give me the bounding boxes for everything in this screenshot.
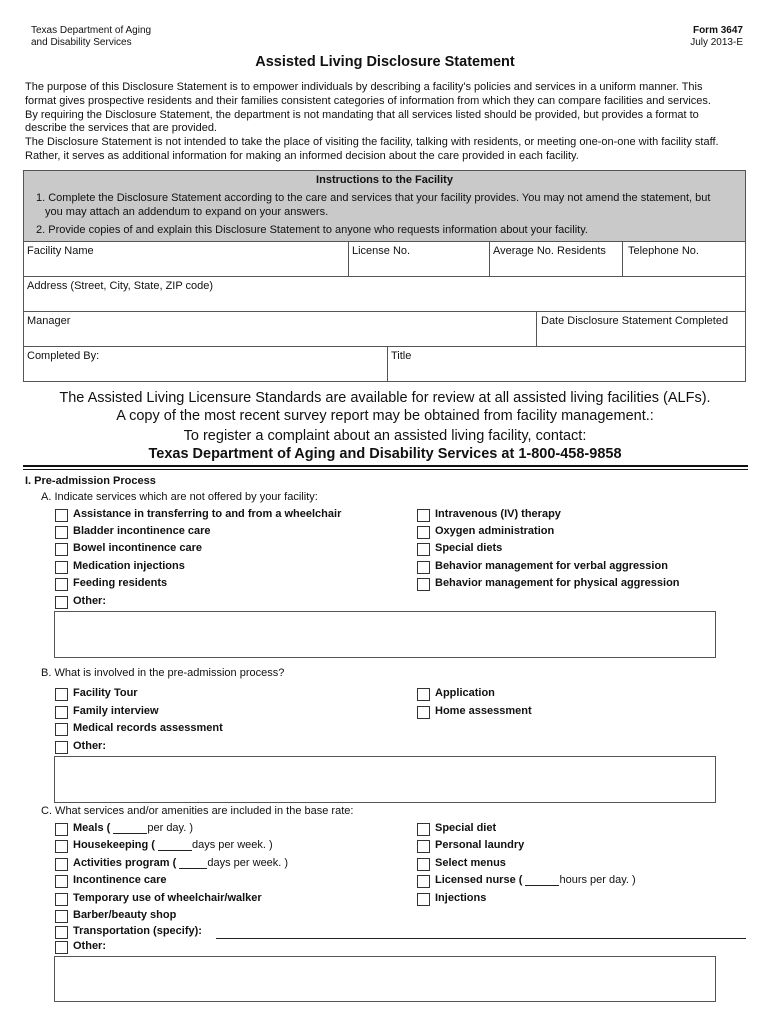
checkbox-select-menus[interactable] [417, 858, 430, 871]
checkbox-home-assessment[interactable] [417, 706, 430, 719]
label-application: Application [435, 687, 495, 699]
label-wheelchair-transfer: Assistance in transferring to and from a wheelchair [73, 508, 342, 520]
completed-by-field[interactable]: Completed By: [27, 350, 100, 362]
checkbox-feeding[interactable] [55, 578, 68, 591]
meals-per-day-input[interactable] [113, 822, 147, 834]
checkbox-special-diets[interactable] [417, 543, 430, 556]
checkbox-physical-aggression[interactable] [417, 578, 430, 591]
checkbox-wheelchair-transfer[interactable] [55, 509, 68, 522]
checkbox-facility-tour[interactable] [55, 688, 68, 701]
label-verbal-aggression: Behavior management for verbal aggression [435, 560, 668, 572]
label-wheelchair-walker: Temporary use of wheelchair/walker [73, 892, 262, 904]
checkbox-iv-therapy[interactable] [417, 509, 430, 522]
checkbox-meals[interactable] [55, 823, 68, 836]
nurse-hours-input[interactable] [525, 874, 559, 886]
checkbox-medication-injections[interactable] [55, 561, 68, 574]
checkbox-a-other[interactable] [55, 596, 68, 609]
c-other-textarea[interactable] [54, 956, 716, 1002]
complaint-contact: Texas Department of Aging and Disability Services at 1-800-458-9858 [148, 446, 622, 462]
checkbox-licensed-nurse[interactable] [417, 875, 430, 888]
license-no-field[interactable]: License No. [352, 245, 411, 257]
checkbox-personal-laundry[interactable] [417, 840, 430, 853]
label-b-other: Other: [73, 740, 106, 752]
label-incontinence-care: Incontinence care [73, 874, 167, 886]
telephone-field[interactable]: Telephone No. [628, 245, 699, 257]
checkbox-c-other[interactable] [55, 941, 68, 954]
label-meals: Meals ( per day. ) [73, 822, 194, 834]
label-oxygen: Oxygen administration [435, 525, 555, 537]
notice-line-2: A copy of the most recent survey report may be obtained from facility management.: [116, 408, 654, 424]
date-completed-field[interactable]: Date Disclosure Statement Completed [541, 315, 729, 327]
label-a-other: Other: [73, 595, 106, 607]
transportation-input[interactable] [216, 938, 746, 939]
label-c-other: Other: [73, 940, 106, 952]
question-c: C. What services and/or amenities are included in the base rate: [41, 805, 354, 817]
activities-days-input[interactable] [179, 857, 207, 869]
checkbox-bladder[interactable] [55, 526, 68, 539]
label-medication-injections: Medication injections [73, 560, 185, 572]
agency-name: Texas Department of Aging and Disability Services [31, 25, 152, 48]
checkbox-activities[interactable] [55, 858, 68, 871]
checkbox-injections[interactable] [417, 893, 430, 906]
avg-residents-field[interactable]: Average No. Residents [493, 245, 606, 257]
label-activities: Activities program ( days per week. ) [73, 857, 289, 869]
instructions-box [23, 170, 746, 242]
instruction-item-1: 1. Complete the Disclosure Statement according to the care and services that your facility provides. You may not amend the statement, but you may attach an addendum to expand on your answers. [36, 192, 711, 218]
manager-field[interactable]: Manager [27, 315, 71, 327]
checkbox-oxygen[interactable] [417, 526, 430, 539]
page-title: Assisted Living Disclosure Statement [255, 54, 515, 70]
question-b: B. What is involved in the pre-admission process? [41, 667, 285, 679]
label-family-interview: Family interview [73, 705, 159, 717]
checkbox-special-diet[interactable] [417, 823, 430, 836]
instruction-item-2: 2. Provide copies of and explain this Disclosure Statement to anyone who requests information about your facility. [36, 224, 588, 236]
title-field[interactable]: Title [391, 350, 412, 362]
intro-text: The purpose of this Disclosure Statement is to empower individuals by describing a facility's policies and services in a uniform manner. This format gives prospective residents and their families consistent categories of information from which they can compare facilities and services. By requiring the Disclosure Statement, the department is not mandating that all services listed should be provided, but provides a format to describe the services that are provided. The Disclosure Statement is not intended to take the place of visiting the facility, talking with residents, or meeting one-on-one with facility staff. Rather, it serves as additional information for making an informed decision about the care provided in each facility. [25, 81, 719, 162]
label-special-diet: Special diet [435, 822, 497, 834]
label-facility-tour: Facility Tour [73, 687, 138, 699]
b-other-textarea[interactable] [54, 756, 716, 803]
checkbox-incontinence-care[interactable] [55, 875, 68, 888]
label-special-diets: Special diets [435, 542, 503, 554]
notice-line-3: To register a complaint about an assisted living facility, contact: [183, 428, 587, 444]
label-bowel: Bowel incontinence care [73, 542, 202, 554]
label-bladder: Bladder incontinence care [73, 525, 211, 537]
label-physical-aggression: Behavior management for physical aggression [435, 577, 680, 589]
checkbox-barber[interactable] [55, 910, 68, 923]
checkbox-housekeeping[interactable] [55, 840, 68, 853]
label-licensed-nurse: Licensed nurse ( hours per day. ) [435, 874, 636, 886]
instructions-title: Instructions to the Facility [316, 174, 453, 186]
label-transportation: Transportation (specify): [73, 925, 202, 937]
housekeeping-days-input[interactable] [158, 839, 192, 851]
checkbox-verbal-aggression[interactable] [417, 561, 430, 574]
address-field[interactable]: Address (Street, City, State, ZIP code) [27, 280, 214, 292]
notice-line-1: The Assisted Living Licensure Standards are available for review at all assisted living facilities (ALFs). [59, 390, 711, 406]
checkbox-family-interview[interactable] [55, 706, 68, 719]
label-housekeeping: Housekeeping ( days per week. ) [73, 839, 273, 851]
checkbox-b-other[interactable] [55, 741, 68, 754]
facility-name-field[interactable]: Facility Name [27, 245, 94, 257]
label-iv-therapy: Intravenous (IV) therapy [435, 508, 561, 520]
label-feeding: Feeding residents [73, 577, 168, 589]
checkbox-transportation[interactable] [55, 926, 68, 939]
label-personal-laundry: Personal laundry [435, 839, 525, 851]
checkbox-application[interactable] [417, 688, 430, 701]
label-injections: Injections [435, 892, 487, 904]
label-home-assessment: Home assessment [435, 705, 532, 717]
question-a: A. Indicate services which are not offered by your facility: [41, 491, 318, 503]
checkbox-wheelchair-walker[interactable] [55, 893, 68, 906]
label-medical-records: Medical records assessment [73, 722, 223, 734]
checkbox-medical-records[interactable] [55, 723, 68, 736]
label-select-menus: Select menus [435, 857, 506, 869]
checkbox-bowel[interactable] [55, 543, 68, 556]
section-divider [23, 465, 748, 467]
form-id: Form 3647 July 2013-E [690, 25, 743, 48]
section-1-heading: I. Pre-admission Process [25, 475, 156, 487]
label-barber: Barber/beauty shop [73, 909, 177, 921]
a-other-textarea[interactable] [54, 611, 716, 658]
